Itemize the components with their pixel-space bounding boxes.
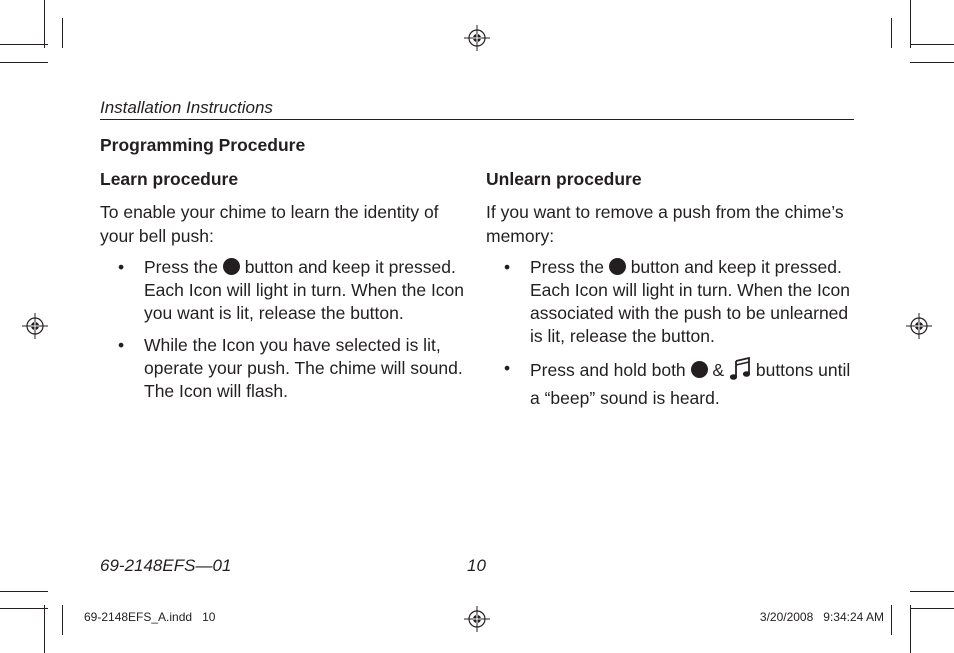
running-header: Installation Instructions xyxy=(100,98,273,117)
slug-file: 69-2148EFS_A.indd 10 xyxy=(84,610,216,624)
filled-circle-button-icon xyxy=(609,258,626,275)
ampersand: & xyxy=(712,360,725,380)
bullet: • xyxy=(118,257,125,277)
crosshair-registration-icon xyxy=(906,313,932,339)
list-item xyxy=(100,334,472,403)
list-item xyxy=(486,357,858,410)
step-text-pre: Press the xyxy=(530,257,604,277)
list-item xyxy=(486,256,858,348)
unlearn-steps-list xyxy=(486,256,858,410)
crosshair-registration-icon xyxy=(464,606,490,632)
step-text-post: buttons until a “beep” sound is heard. xyxy=(530,360,851,408)
header-rule xyxy=(100,119,854,120)
step-text-pre: Press and hold both xyxy=(530,360,686,380)
document-number: 69-2148EFS—01 xyxy=(100,556,232,575)
unlearn-heading: Unlearn procedure xyxy=(486,169,642,189)
slug-datetime: 3/20/2008 9:34:24 AM xyxy=(759,610,884,624)
bullet: • xyxy=(118,335,125,355)
step-text-post: button and keep it pressed. Each Icon will light in turn. When the Icon associated with the push to be unlearned is lit, release the button. xyxy=(530,257,851,346)
step-text: While the Icon you have selected is lit, operate your push. The chime will sound. The Icon will flash. xyxy=(144,335,463,401)
learn-heading: Learn procedure xyxy=(100,169,239,189)
learn-steps-list xyxy=(100,256,472,403)
crosshair-registration-icon xyxy=(22,313,48,339)
list-item xyxy=(100,256,472,325)
crosshair-registration-icon xyxy=(464,25,490,51)
unlearn-intro: If you want to remove a push from the chime’s memory: xyxy=(486,202,844,246)
filled-circle-button-icon xyxy=(223,258,240,275)
music-note-icon xyxy=(729,357,751,387)
step-text-post: button and keep it pressed. Each Icon will light in turn. When the Icon you want is lit, release the button. xyxy=(144,257,465,323)
page-number: 10 xyxy=(467,556,486,575)
bullet: • xyxy=(504,358,511,378)
section-title: Programming Procedure xyxy=(100,135,306,155)
learn-intro: To enable your chime to learn the identity of your bell push: xyxy=(100,202,439,246)
filled-circle-button-icon xyxy=(691,361,708,378)
bullet: • xyxy=(504,257,511,277)
learn-procedure-column xyxy=(100,168,472,412)
step-text-pre: Press the xyxy=(144,257,218,277)
unlearn-procedure-column xyxy=(486,168,858,419)
